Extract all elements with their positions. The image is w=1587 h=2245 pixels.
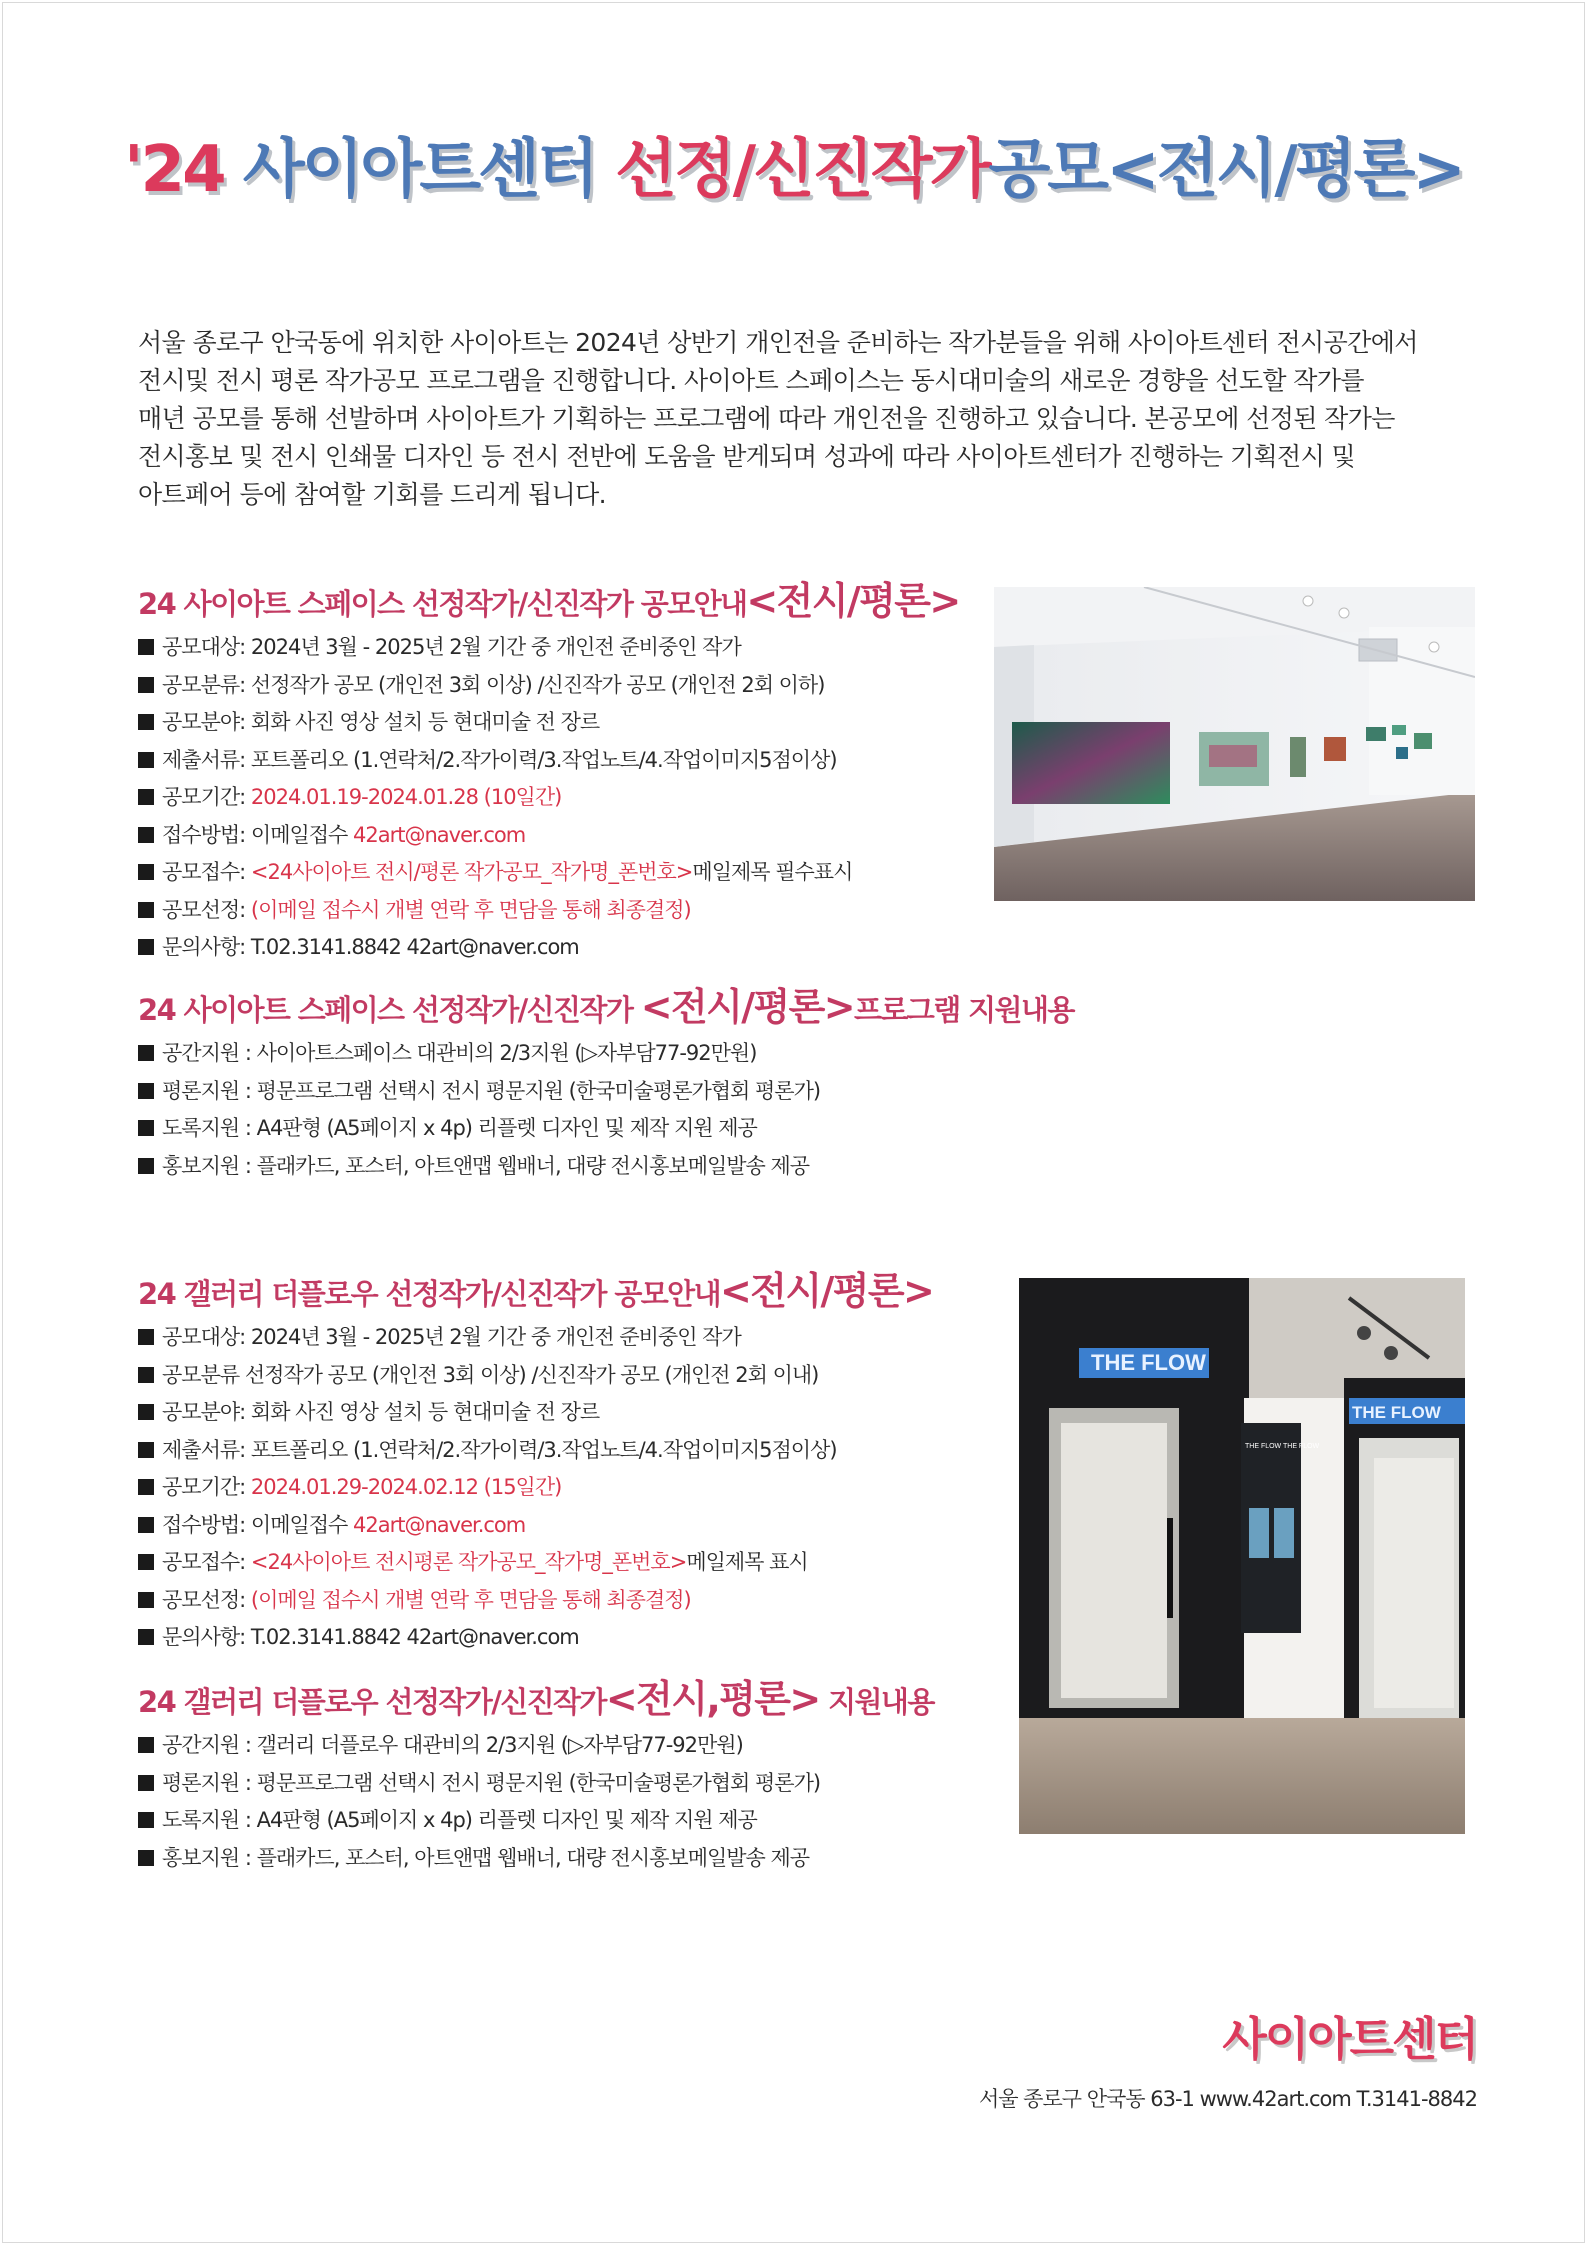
bullet-square-icon — [138, 677, 154, 693]
intro-line: 매년 공모를 통해 선발하며 사이아트가 기획하는 프로그램에 따라 개인전을 진행하고 있습니다. 본공모에 선정된 작가는 — [138, 404, 1395, 433]
title-call: 공모<전시/평론> — [988, 133, 1464, 207]
bullet-square-icon — [138, 714, 154, 730]
heading-text-suffix: 지원내용 — [819, 1685, 934, 1719]
info-item — [138, 1035, 1074, 1073]
item-label: 평론지원 : — [162, 1770, 257, 1795]
info-item — [138, 1394, 933, 1432]
heading-text: 24 사이아트 스페이스 선정작가/신진작가 — [138, 993, 641, 1027]
section-theflow-support — [138, 1676, 934, 1877]
item-label: 공모분야: — [162, 710, 251, 734]
item-highlight: <24사이아트 전시평론 작가공모_작가명_폰번호> — [250, 1550, 687, 1574]
theflow-sign-text-right: THE FLOW — [1352, 1403, 1441, 1422]
info-item — [138, 1469, 933, 1507]
item-label: 공모접수: — [162, 1550, 251, 1574]
footer-logo: 사이아트센터 — [1222, 2012, 1477, 2066]
bullet-square-icon — [138, 1517, 154, 1533]
info-item — [138, 1319, 933, 1357]
info-list — [138, 629, 960, 967]
item-label: 공모분류: — [162, 672, 251, 697]
bullet-square-icon — [138, 827, 154, 843]
info-item — [138, 817, 960, 855]
item-value: 선정작가 공모 (개인전 3회 이상) /신진작가 공모 (개인전 2회 이하) — [250, 672, 825, 697]
bullet-square-icon — [138, 1442, 154, 1458]
item-label: 문의사항: — [162, 935, 251, 959]
info-item — [138, 742, 960, 780]
theflow-entrance-illustration — [1019, 1278, 1465, 1834]
info-item — [138, 704, 960, 742]
item-value: T.02.3141.8842 42art@naver.com — [250, 935, 579, 959]
intro-line: 아트페어 등에 참여할 기회를 드리게 됩니다. — [138, 480, 606, 509]
info-item — [138, 1432, 933, 1470]
theflow-sign-text: THE FLOW — [1091, 1350, 1206, 1375]
bullet-square-icon — [138, 1592, 154, 1608]
bullet-square-icon — [138, 1812, 154, 1828]
item-label: 문의사항: — [162, 1625, 251, 1649]
bullet-square-icon — [138, 1367, 154, 1383]
item-label: 도록지원 : — [162, 1116, 257, 1140]
info-item — [138, 1802, 934, 1840]
item-highlight: (이메일 접수시 개별 연락 후 면담을 통해 최종결정) — [250, 897, 691, 922]
section-saiart-call — [138, 578, 960, 967]
info-list — [138, 1035, 1074, 1185]
bullet-square-icon — [138, 1775, 154, 1791]
item-value: A4판형 (A5페이지 x 4p) 리플렛 디자인 및 제작 지원 제공 — [256, 1808, 757, 1832]
item-label: 도록지원 : — [162, 1808, 257, 1832]
info-item — [138, 779, 960, 817]
item-label: 공모접수: — [162, 860, 251, 884]
footer-address: 서울 종로구 안국동 63-1 www.42art.com T.3141-8842 — [978, 2087, 1477, 2111]
item-highlight: 42art@naver.com — [353, 822, 526, 847]
intro-line: 전시홍보 및 전시 인쇄물 디자인 등 전시 전반에 도움을 받게되며 성과에 따라 사이아트센터가 진행하는 기획전시 및 — [138, 442, 1356, 471]
info-item — [138, 1544, 933, 1582]
item-label: 접수방법: — [162, 1512, 251, 1537]
theflow-poster-text: THE FLOW THE FLOW — [1245, 1443, 1320, 1450]
item-label: 공모선정: — [162, 897, 251, 922]
info-list — [138, 1319, 933, 1657]
bullet-square-icon — [138, 639, 154, 655]
item-label: 공간지원 : — [162, 1733, 257, 1757]
item-label: 접수방법: — [162, 822, 251, 847]
heading-emphasis: <전시/평론> — [746, 579, 960, 623]
info-list — [138, 1727, 934, 1877]
item-value: 포트폴리오 (1.연락처/2.작가이력/3.작업노트/4.작업이미지5점이상) — [250, 747, 837, 772]
heading-text-suffix: 프로그램 지원내용 — [853, 993, 1074, 1027]
section-saiart-support — [138, 984, 1074, 1185]
bullet-square-icon — [138, 1404, 154, 1420]
info-item — [138, 854, 960, 892]
item-highlight: 2024.01.29-2024.02.12 (15일간) — [250, 1475, 562, 1499]
section-heading — [138, 984, 1074, 1033]
bullet-square-icon — [138, 1083, 154, 1099]
section-theflow-call — [138, 1268, 933, 1657]
title-center: 사이아트센터 — [242, 133, 616, 207]
info-item — [138, 629, 960, 667]
item-label: 공간지원 : — [162, 1041, 257, 1065]
bullet-square-icon — [138, 939, 154, 955]
info-item — [138, 667, 960, 705]
item-label: 제출서류: — [162, 1437, 251, 1462]
info-item — [138, 929, 960, 967]
item-label: 공모대상: — [162, 1325, 251, 1349]
info-item — [138, 1073, 1074, 1111]
bullet-square-icon — [138, 752, 154, 768]
bullet-square-icon — [138, 1158, 154, 1174]
heading-text: 24 갤러리 더플로우 선정작가/신진작가 공모안내 — [138, 1277, 720, 1311]
item-value: 회화 사진 영상 설치 등 현대미술 전 장르 — [250, 710, 600, 734]
item-value: 평문프로그램 선택시 전시 평문지원 (한국미술평론가협회 평론가) — [256, 1770, 821, 1795]
item-value: 2024년 3월 - 2025년 2월 기간 중 개인전 준비중인 작가 — [250, 1325, 741, 1349]
item-value: T.02.3141.8842 42art@naver.com — [250, 1625, 579, 1649]
section-heading — [138, 578, 960, 627]
heading-emphasis: <전시,평론> — [605, 1677, 820, 1721]
item-value: 이메일접수 — [250, 1512, 354, 1537]
item-highlight: <24사이아트 전시/평론 작가공모_작가명_폰번호> — [250, 860, 693, 884]
info-item — [138, 1727, 934, 1765]
item-value: 선정작가 공모 (개인전 3회 이상) /신진작가 공모 (개인전 2회 이내) — [244, 1362, 819, 1387]
item-label: 홍보지원 : — [162, 1845, 257, 1870]
info-item — [138, 1582, 933, 1620]
item-label: 공모기간: — [162, 1475, 251, 1499]
item-value: 회화 사진 영상 설치 등 현대미술 전 장르 — [250, 1400, 600, 1424]
item-extra: 메일제목 표시 — [686, 1550, 808, 1574]
item-value: 사이아트스페이스 대관비의 2/3지원 (▷자부담77-92만원) — [256, 1041, 757, 1065]
item-label: 홍보지원 : — [162, 1153, 257, 1178]
intro-line: 전시및 전시 평론 작가공모 프로그램을 진행합니다. 사이아트 스페이스는 동시대미술의 새로운 경향을 선도할 작가를 — [138, 366, 1364, 395]
bullet-square-icon — [138, 1329, 154, 1345]
info-item — [138, 1357, 933, 1395]
bullet-square-icon — [138, 1554, 154, 1570]
item-value: 2024년 3월 - 2025년 2월 기간 중 개인전 준비중인 작가 — [250, 635, 741, 659]
info-item — [138, 1765, 934, 1803]
item-highlight: (이메일 접수시 개별 연락 후 면담을 통해 최종결정) — [250, 1587, 691, 1612]
item-label: 제출서류: — [162, 747, 251, 772]
item-value: 플래카드, 포스터, 아트앤맵 웹배너, 대량 전시홍보메일발송 제공 — [256, 1845, 810, 1870]
item-label: 공모대상: — [162, 635, 251, 659]
page-title — [0, 118, 1587, 210]
bullet-square-icon — [138, 1629, 154, 1645]
section-heading — [138, 1268, 933, 1317]
item-value: 이메일접수 — [250, 822, 354, 847]
heading-text: 24 사이아트 스페이스 선정작가/신진작가 공모안내 — [138, 587, 747, 621]
bullet-square-icon — [138, 1479, 154, 1495]
item-value: 플래카드, 포스터, 아트앤맵 웹배너, 대량 전시홍보메일발송 제공 — [256, 1153, 810, 1178]
title-year: '24 — [123, 133, 243, 207]
title-artists: 선정/신진작가 — [615, 133, 989, 207]
section-heading — [138, 1676, 934, 1725]
bullet-square-icon — [138, 1737, 154, 1753]
intro-line: 서울 종로구 안국동에 위치한 사이아트는 2024년 상반기 개인전을 준비하는 작가분들을 위해 사이아트센터 전시공간에서 — [138, 328, 1418, 357]
gallery-interior-illustration — [994, 587, 1475, 901]
item-value: 평문프로그램 선택시 전시 평문지원 (한국미술평론가협회 평론가) — [256, 1078, 821, 1103]
heading-emphasis: <전시/평론> — [720, 1269, 934, 1313]
heading-emphasis: <전시/평론> — [640, 985, 854, 1029]
theflow-entrance-photo — [1019, 1278, 1465, 1834]
bullet-square-icon — [138, 864, 154, 880]
bullet-square-icon — [138, 1045, 154, 1061]
item-label: 공모분류 — [162, 1362, 245, 1387]
item-highlight: 2024.01.19-2024.01.28 (10일간) — [250, 785, 562, 809]
info-item — [138, 1110, 1074, 1148]
info-item — [138, 1619, 933, 1657]
item-value: A4판형 (A5페이지 x 4p) 리플렛 디자인 및 제작 지원 제공 — [256, 1116, 757, 1140]
intro-paragraph — [138, 324, 1458, 514]
item-highlight: 42art@naver.com — [353, 1512, 526, 1537]
info-item — [138, 1148, 1074, 1186]
bullet-square-icon — [138, 1850, 154, 1866]
info-item — [138, 892, 960, 930]
item-label: 공모선정: — [162, 1587, 251, 1612]
info-item — [138, 1507, 933, 1545]
heading-text: 24 갤러리 더플로우 선정작가/신진작가 — [138, 1685, 606, 1719]
item-label: 평론지원 : — [162, 1078, 257, 1103]
item-value: 포트폴리오 (1.연락처/2.작가이력/3.작업노트/4.작업이미지5점이상) — [250, 1437, 837, 1462]
item-extra: 메일제목 필수표시 — [692, 860, 853, 884]
gallery-interior-photo — [994, 587, 1475, 901]
item-value: 갤러리 더플로우 대관비의 2/3지원 (▷자부담77-92만원) — [256, 1733, 743, 1757]
info-item — [138, 1840, 934, 1878]
bullet-square-icon — [138, 902, 154, 918]
item-label: 공모분야: — [162, 1400, 251, 1424]
bullet-square-icon — [138, 789, 154, 805]
item-label: 공모기간: — [162, 785, 251, 809]
bullet-square-icon — [138, 1120, 154, 1136]
